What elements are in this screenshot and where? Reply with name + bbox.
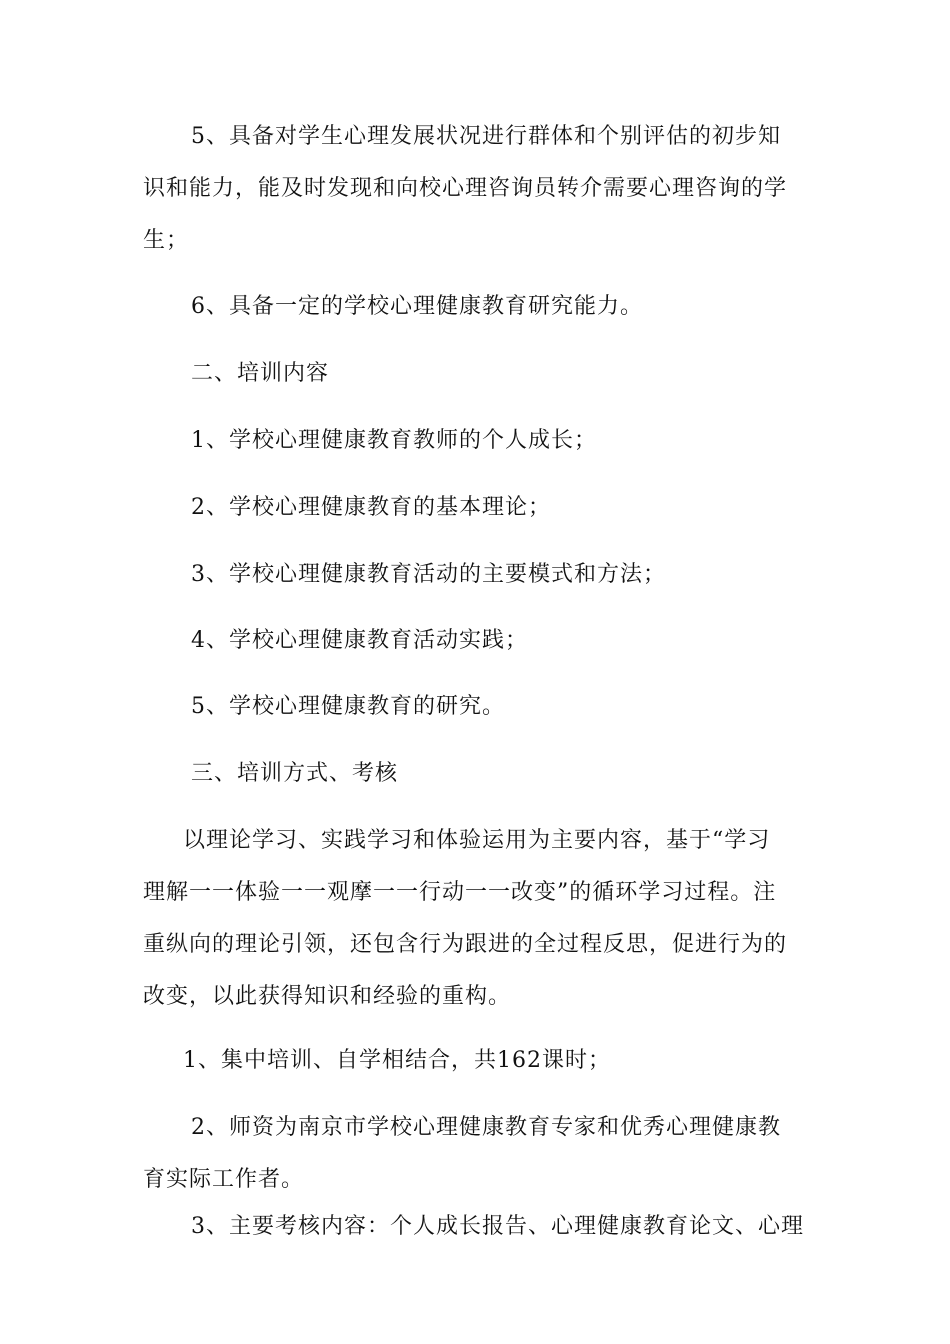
- text-line: 5、具备对学生心理发展状况进行群体和个别评估的初步知: [191, 124, 781, 149]
- paragraph-requirement-5: [143, 111, 813, 267]
- text-line: 5、学校心理健康教育的研究。: [191, 694, 505, 719]
- text-line: 6、具备一定的学校心理健康教育研究能力。: [191, 294, 643, 319]
- list-item-content-3: [143, 549, 813, 601]
- list-item-content-1: [143, 415, 813, 467]
- list-item-method-1: [143, 1035, 813, 1087]
- list-item-content-5: [143, 681, 813, 733]
- text-line: 4、学校心理健康教育活动实践；: [191, 628, 528, 653]
- list-item-content-2: [143, 482, 813, 534]
- text-line: 3、学校心理健康教育活动的主要模式和方法；: [191, 562, 666, 587]
- text-line: 三、培训方式、考核: [191, 761, 399, 786]
- section-heading-training-content: [143, 348, 813, 400]
- paragraph-requirement-6: [143, 281, 813, 333]
- text-line: 2、学校心理健康教育的基本理论；: [191, 495, 551, 520]
- text-line: 育实际工作者。: [143, 1167, 305, 1192]
- text-line: 生；: [143, 228, 190, 253]
- text-line: 改变，以此获得知识和经验的重构。: [143, 984, 512, 1009]
- list-item-method-2: [143, 1102, 813, 1206]
- text-line: 3、主要考核内容：个人成长报告、心理健康教育论文、心理: [191, 1214, 804, 1239]
- list-item-method-3: [143, 1201, 813, 1253]
- paragraph-training-approach: [143, 815, 813, 1023]
- text-line: 2、师资为南京市学校心理健康教育专家和优秀心理健康教: [191, 1115, 781, 1140]
- text-line: 二、培训内容: [191, 361, 330, 386]
- text-line: 1、集中培训、自学相结合，共162课时；: [183, 1048, 611, 1073]
- text-line: 识和能力，能及时发现和向校心理咨询员转介需要心理咨询的学: [143, 176, 788, 201]
- list-item-content-4: [143, 615, 813, 667]
- section-heading-training-method: [143, 748, 813, 800]
- text-line: 以理论学习、实践学习和体验运用为主要内容，基于“学习: [183, 828, 771, 853]
- text-line: 重纵向的理论引领，还包含行为跟进的全过程反思，促进行为的: [143, 932, 788, 957]
- text-line: 理解一一体验一一观摩一一行动一一改变”的循环学习过程。注: [143, 880, 777, 905]
- text-line: 1、学校心理健康教育教师的个人成长；: [191, 428, 597, 453]
